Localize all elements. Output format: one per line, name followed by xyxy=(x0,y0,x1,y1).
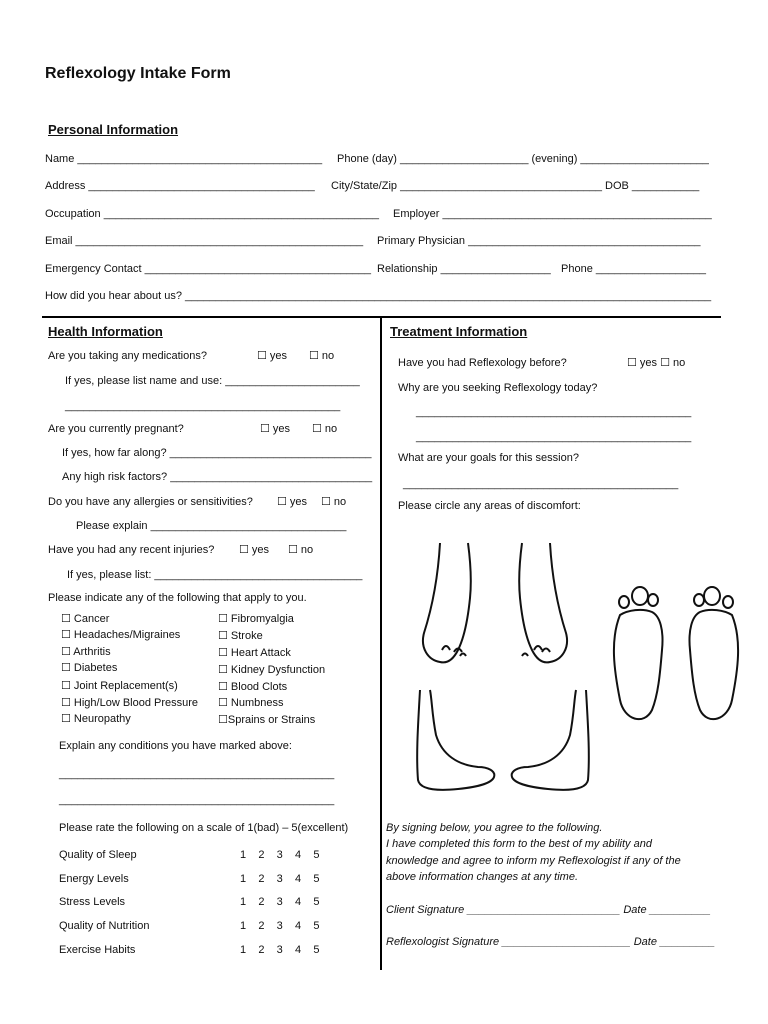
client-signature-field[interactable]: Client Signature _________________________ Date __________ xyxy=(386,904,711,916)
treatment-heading: Treatment Information xyxy=(390,324,528,339)
form-title: Reflexology Intake Form xyxy=(45,65,231,82)
explain-conditions-line[interactable]: _____________________________________________ xyxy=(59,768,335,780)
goals-line[interactable]: _____________________________________________ xyxy=(403,478,679,490)
condition-checkbox[interactable]: ☐ Headaches/Migraines xyxy=(61,629,181,641)
rating-scale[interactable]: 1 2 3 4 5 xyxy=(240,849,320,861)
pregnant-yes-checkbox[interactable]: ☐ yes xyxy=(260,423,291,435)
rating-scale[interactable]: 1 2 3 4 5 xyxy=(240,920,320,932)
reflexologist-signature-field[interactable]: Reflexologist Signature _____________________ Date _________ xyxy=(386,936,716,948)
allergies-yes-checkbox[interactable]: ☐ yes xyxy=(277,496,308,508)
condition-checkbox[interactable]: ☐ Fibromyalgia xyxy=(218,613,294,625)
email-field[interactable]: Email _______________________________________________ xyxy=(45,235,364,247)
relationship-field[interactable]: Relationship __________________ xyxy=(377,263,551,275)
injuries-question: Have you had any recent injuries? xyxy=(48,544,215,556)
address-field[interactable]: Address _____________________________________ xyxy=(45,180,315,192)
name-field[interactable]: Name ________________________________________ xyxy=(45,153,323,165)
allergies-no-checkbox[interactable]: ☐ no xyxy=(321,496,347,508)
pregnant-no-checkbox[interactable]: ☐ no xyxy=(312,423,338,435)
emergency-contact-field[interactable]: Emergency Contact _____________________________________ xyxy=(45,263,372,275)
condition-checkbox[interactable]: ☐ Heart Attack xyxy=(218,647,291,659)
medications-list-field[interactable]: If yes, please list name and use: ______________________ xyxy=(65,375,360,387)
condition-checkbox[interactable]: ☐ Stroke xyxy=(218,630,263,642)
rating-scale[interactable]: 1 2 3 4 5 xyxy=(240,944,320,956)
city-state-zip-field[interactable]: City/State/Zip _________________________________ DOB ___________ xyxy=(331,180,700,192)
rating-instruction: Please rate the following on a scale of 1(bad) – 5(excellent) xyxy=(59,822,349,834)
reflexology-before-checkboxes[interactable]: ☐ yes ☐ no xyxy=(627,357,686,369)
rating-label: Exercise Habits xyxy=(59,944,136,956)
medications-yes-checkbox[interactable]: ☐ yes xyxy=(257,350,288,362)
discomfort-instruction: Please circle any areas of discomfort: xyxy=(398,500,581,512)
injuries-list-field[interactable]: If yes, please list: __________________________________ xyxy=(67,569,363,581)
medications-no-checkbox[interactable]: ☐ no xyxy=(309,350,335,362)
pregnancy-weeks-field[interactable]: If yes, how far along? _________________________________ xyxy=(62,447,372,459)
rating-label: Quality of Sleep xyxy=(59,849,137,861)
reason-line[interactable]: _____________________________________________ xyxy=(416,406,692,418)
feet-soles-illustration[interactable] xyxy=(602,580,752,730)
condition-checkbox[interactable]: ☐ Diabetes xyxy=(61,662,118,674)
reason-question: Why are you seeking Reflexology today? xyxy=(398,382,598,394)
agreement-text: By signing below, you agree to the following. xyxy=(386,822,603,834)
rating-scale[interactable]: 1 2 3 4 5 xyxy=(240,896,320,908)
agreement-text: I have completed this form to the best of my ability and xyxy=(386,838,652,850)
allergies-question: Do you have any allergies or sensitivities? xyxy=(48,496,253,508)
rating-label: Stress Levels xyxy=(59,896,126,908)
condition-checkbox[interactable]: ☐ Neuropathy xyxy=(61,713,131,725)
feet-top-view-illustration[interactable] xyxy=(410,538,580,668)
reason-line[interactable]: _____________________________________________ xyxy=(416,431,692,443)
condition-checkbox[interactable]: ☐ Arthritis xyxy=(61,646,111,658)
employer-field[interactable]: Employer ____________________________________________ xyxy=(393,208,712,220)
phone-day-field[interactable]: Phone (day) _____________________ (evening) _____________________ xyxy=(337,153,709,165)
explain-conditions-line[interactable]: _____________________________________________ xyxy=(59,794,335,806)
medications-extra-line[interactable]: _____________________________________________ xyxy=(65,400,341,412)
reflexology-before-question: Have you had Reflexology before? xyxy=(398,357,567,369)
condition-checkbox[interactable]: ☐ Blood Clots xyxy=(218,681,288,693)
condition-checkbox[interactable]: ☐ Numbness xyxy=(218,697,284,709)
explain-conditions-label: Explain any conditions you have marked above: xyxy=(59,740,292,752)
agreement-text: above information changes at any time. xyxy=(386,871,579,883)
personal-heading: Personal Information xyxy=(48,122,179,137)
physician-field[interactable]: Primary Physician ______________________________________ xyxy=(377,235,701,247)
injuries-yes-checkbox[interactable]: ☐ yes xyxy=(239,544,270,556)
occupation-field[interactable]: Occupation _____________________________________________ xyxy=(45,208,379,220)
rating-label: Quality of Nutrition xyxy=(59,920,150,932)
goals-question: What are your goals for this session? xyxy=(398,452,579,464)
referral-field[interactable]: How did you hear about us? ______________________________________________________________________________________ xyxy=(45,290,712,302)
emergency-phone-field[interactable]: Phone __________________ xyxy=(561,263,706,275)
pregnant-question: Are you currently pregnant? xyxy=(48,423,184,435)
rating-scale[interactable]: 1 2 3 4 5 xyxy=(240,873,320,885)
column-divider xyxy=(380,318,382,970)
agreement-text: knowledge and agree to inform my Reflexologist if any of the xyxy=(386,855,681,867)
medications-question: Are you taking any medications? xyxy=(48,350,207,362)
conditions-instruction: Please indicate any of the following that apply to you. xyxy=(48,592,307,604)
condition-checkbox[interactable]: ☐ Cancer xyxy=(61,613,110,625)
condition-checkbox[interactable]: ☐Sprains or Strains xyxy=(218,714,316,726)
condition-checkbox[interactable]: ☐ Joint Replacement(s) xyxy=(61,680,178,692)
rating-label: Energy Levels xyxy=(59,873,129,885)
condition-checkbox[interactable]: ☐ Kidney Dysfunction xyxy=(218,664,326,676)
risk-factors-field[interactable]: Any high risk factors? _________________________________ xyxy=(62,471,373,483)
health-heading: Health Information xyxy=(48,324,163,339)
condition-checkbox[interactable]: ☐ High/Low Blood Pressure xyxy=(61,697,199,709)
injuries-no-checkbox[interactable]: ☐ no xyxy=(288,544,314,556)
feet-side-view-illustration[interactable] xyxy=(408,685,598,795)
allergies-explain-field[interactable]: Please explain ________________________________ xyxy=(76,520,347,532)
